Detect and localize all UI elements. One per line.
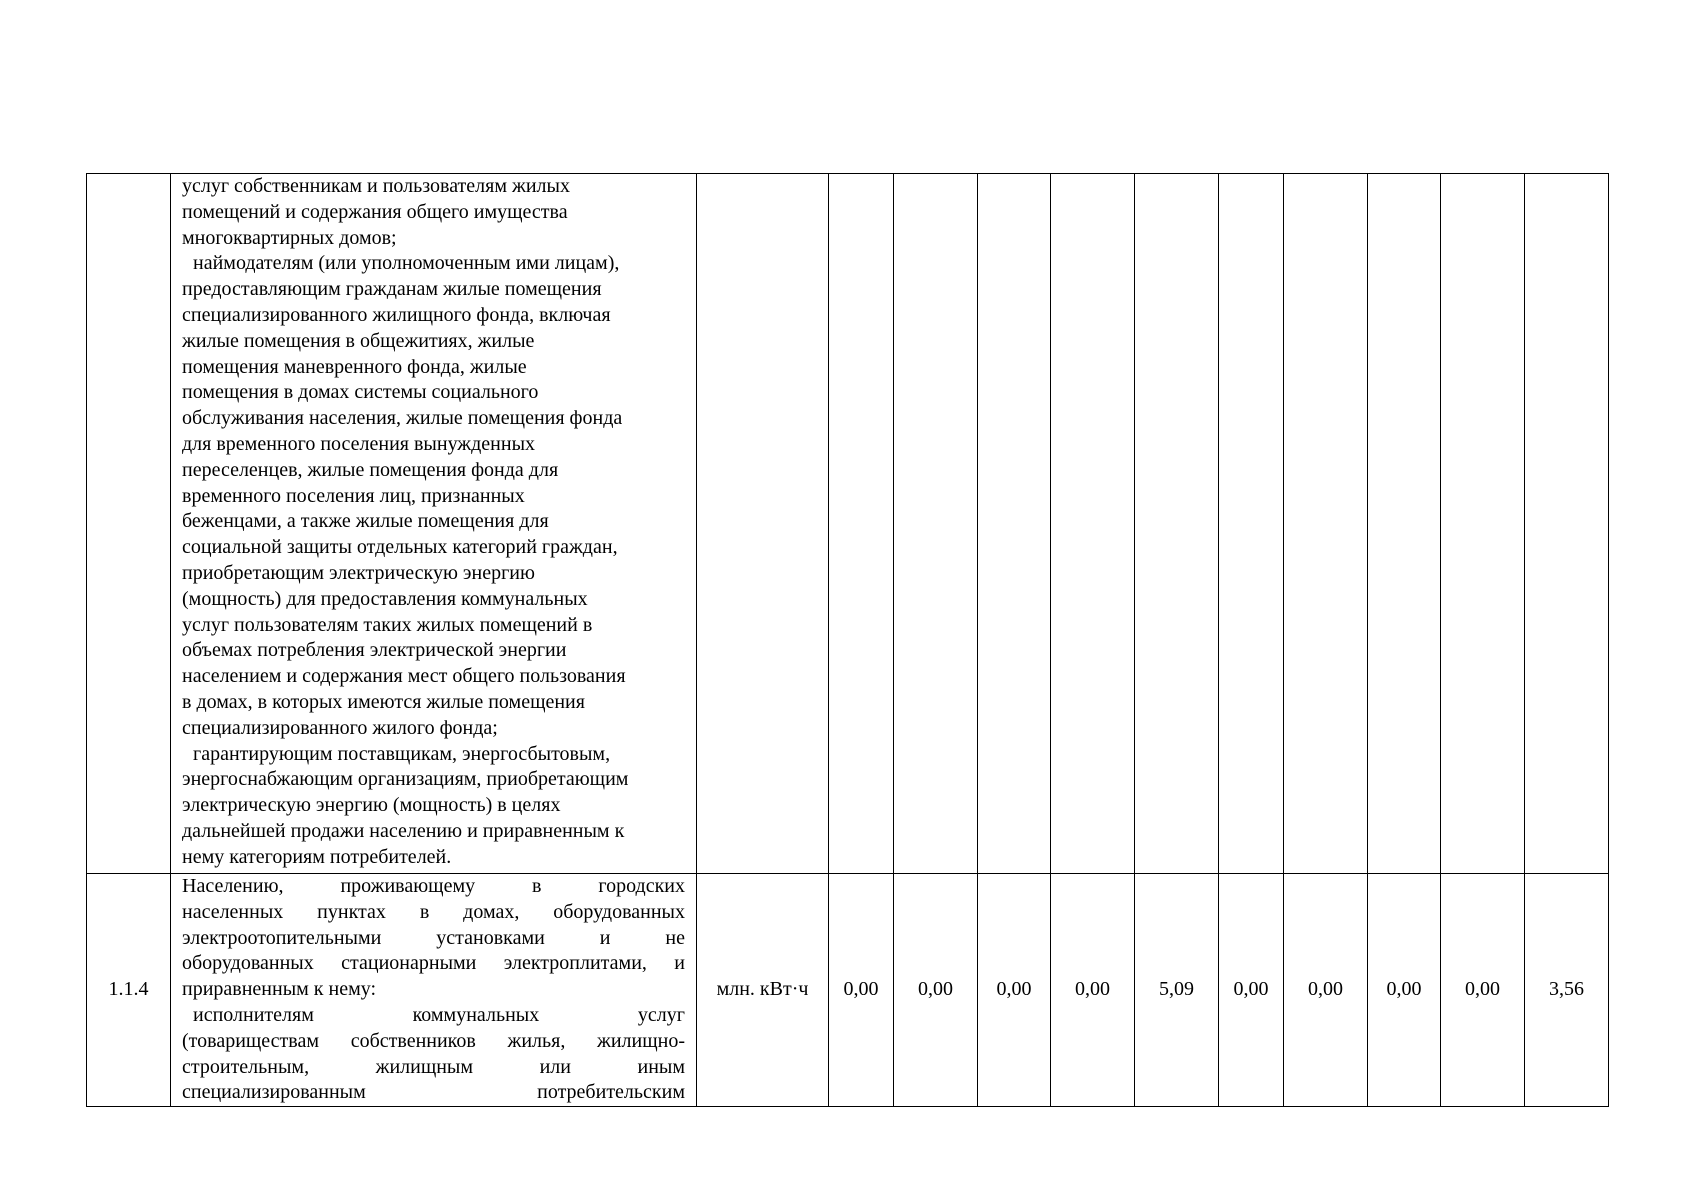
description-line: оборудованных стационарными электроплитами, и: [182, 952, 685, 975]
description-line: населенных пунктах в домах, оборудованных: [182, 900, 685, 923]
description-line: приравненным к нему:: [182, 978, 377, 1001]
row-number-cell: [87, 174, 171, 874]
description-line: беженцами, а также жилые помещения для: [182, 510, 549, 533]
description-line: дальнейшей продажи населению и приравненным к: [182, 819, 625, 842]
description-line: в домах, в которых имеются жилые помещения: [182, 690, 585, 713]
description-line: энергоснабжающим организациям, приобретающим: [182, 768, 629, 791]
description-line: населением и содержания мест общего пользования: [182, 665, 626, 688]
description-line: помещений и содержания общего имущества: [182, 200, 568, 223]
description-line: специализированного жилищного фонда, включая: [182, 303, 611, 326]
value-cell: [1051, 174, 1135, 874]
description-line: Населению, проживающему в городских: [182, 875, 685, 897]
description-line: жилые помещения в общежитиях, жилые: [182, 329, 535, 352]
value-cell: [1135, 174, 1219, 874]
value-cell: 0,00: [1284, 874, 1368, 1107]
value-cell: 3,56: [1525, 874, 1609, 1107]
description-line: наймодателям (или уполномоченным ими лицам),: [193, 252, 620, 275]
description-line: переселенцев, жилые помещения фонда для: [182, 458, 559, 481]
description-line: приобретающим электрическую энергию: [182, 561, 535, 584]
tariff-table: [86, 173, 1609, 1107]
value-cell: [1368, 174, 1441, 874]
description-text: [182, 174, 685, 871]
value-cell: 0,00: [1368, 874, 1441, 1107]
description-line: специализированным потребительским: [182, 1081, 685, 1104]
value-cell: 5,09: [1135, 874, 1219, 1107]
value-cell: [1284, 174, 1368, 874]
value-cell: 0,00: [894, 874, 978, 1107]
description-line: нему категориям потребителей.: [182, 845, 452, 868]
value-cell: 0,00: [1051, 874, 1135, 1107]
description-line: исполнителям коммунальных услуг: [193, 1003, 685, 1026]
value-cell: 0,00: [1441, 874, 1525, 1107]
description-line: гарантирующим поставщикам, энергосбытовым,: [193, 742, 611, 765]
description-line: объемах потребления электрической энергии: [182, 639, 567, 662]
description-cell: [171, 874, 697, 1107]
description-line: помещения в домах системы социального: [182, 381, 539, 404]
description-line: для временного поселения вынужденных: [182, 432, 536, 455]
value-cell: 0,00: [1219, 874, 1284, 1107]
value-cell: 0,00: [829, 874, 894, 1107]
description-text: [182, 874, 685, 1106]
value-cell: [978, 174, 1051, 874]
description-line: временного поселения лиц, признанных: [182, 484, 525, 507]
description-line: помещения маневренного фонда, жилые: [182, 355, 527, 378]
unit-cell: млн. кВт·ч: [697, 874, 829, 1107]
description-line: социальной защиты отдельных категорий граждан,: [182, 536, 618, 559]
value-cell: [1441, 174, 1525, 874]
description-line: электрическую энергию (мощность) в целях: [182, 794, 561, 817]
value-cell: [894, 174, 978, 874]
table-row: [87, 874, 1609, 1107]
description-line: обслуживания населения, жилые помещения фонда: [182, 407, 623, 430]
row-number-cell: 1.1.4: [87, 874, 171, 1107]
description-line: специализированного жилого фонда;: [182, 716, 498, 739]
description-line: (мощность) для предоставления коммунальных: [182, 587, 588, 610]
value-cell: [829, 174, 894, 874]
description-line: предоставляющим гражданам жилые помещения: [182, 278, 602, 301]
description-line: строительным, жилищным или иным: [182, 1055, 685, 1078]
value-cell: [1525, 174, 1609, 874]
value-cell: 0,00: [978, 874, 1051, 1107]
unit-cell: [697, 174, 829, 874]
description-line: услуг пользователям таких жилых помещений в: [182, 613, 593, 636]
description-cell: [171, 174, 697, 874]
description-line: многоквартирных домов;: [182, 226, 397, 249]
table-row: [87, 174, 1609, 874]
description-line: услуг собственникам и пользователям жилых: [182, 175, 570, 197]
description-line: электроотопительными установками и не: [182, 926, 685, 949]
description-line: (товариществам собственников жилья, жилищно-: [182, 1029, 685, 1052]
value-cell: [1219, 174, 1284, 874]
